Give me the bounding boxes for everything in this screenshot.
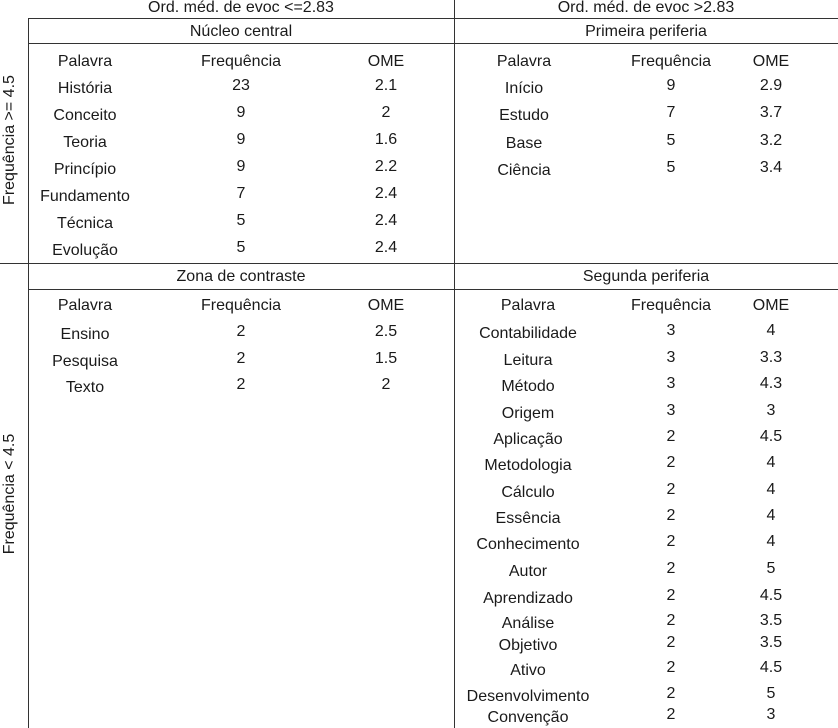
cell-palavra: Análise xyxy=(501,615,555,632)
cell-palavra: Aplicação xyxy=(493,431,563,448)
header-frequencia: Frequência xyxy=(630,297,712,314)
cell-palavra: Leitura xyxy=(503,352,553,369)
cell-palavra: Base xyxy=(505,135,543,152)
cell-ome: 3.5 xyxy=(759,612,783,629)
row-label-bottom: Frequência < 4.5 xyxy=(1,433,18,555)
header-ome: OME xyxy=(367,297,405,314)
cell-ome: 2 xyxy=(381,104,391,121)
cell-palavra: Evolução xyxy=(52,242,118,259)
cell-palavra: Início xyxy=(504,80,544,97)
cell-ome: 4 xyxy=(766,507,776,524)
cell-palavra: Contabilidade xyxy=(479,325,577,342)
cell-frequencia: 3 xyxy=(666,349,676,366)
cell-palavra: Estudo xyxy=(499,107,549,124)
quadrant-title-zona-contraste: Zona de contraste xyxy=(176,268,306,285)
cell-frequencia: 9 xyxy=(666,77,676,94)
cell-frequencia: 2 xyxy=(666,481,676,498)
cell-frequencia: 2 xyxy=(666,612,676,629)
cell-palavra: Objetivo xyxy=(498,637,558,654)
cell-frequencia: 2 xyxy=(666,706,676,723)
cell-palavra: Fundamento xyxy=(40,188,130,205)
cell-palavra: Pesquisa xyxy=(52,353,118,370)
column-divider xyxy=(454,0,455,728)
cell-frequencia: 2 xyxy=(666,685,676,702)
cell-ome: 4.3 xyxy=(759,375,783,392)
cell-frequencia: 3 xyxy=(666,402,676,419)
cell-palavra: Cálculo xyxy=(501,484,555,501)
header-frequencia: Frequência xyxy=(200,297,282,314)
cell-palavra: Origem xyxy=(501,405,555,422)
cell-ome: 4 xyxy=(766,533,776,550)
cell-palavra: Autor xyxy=(508,563,548,580)
cell-ome: 2.2 xyxy=(374,158,398,175)
cell-frequencia: 2 xyxy=(666,454,676,471)
cell-ome: 2.4 xyxy=(374,212,398,229)
cell-ome: 3 xyxy=(766,402,776,419)
cell-palavra: Teoria xyxy=(63,134,107,151)
cell-frequencia: 2 xyxy=(666,533,676,550)
cell-palavra: Ciência xyxy=(497,162,551,179)
cell-palavra: Metodologia xyxy=(484,457,572,474)
row-label-divider xyxy=(28,18,29,728)
cell-frequencia: 9 xyxy=(236,158,246,175)
header-ome: OME xyxy=(367,53,405,70)
quadrant-title-segunda-periferia: Segunda periferia xyxy=(582,268,710,285)
cell-frequencia: 2 xyxy=(666,587,676,604)
cell-frequencia: 7 xyxy=(236,185,246,202)
cell-ome: 2.4 xyxy=(374,239,398,256)
cell-palavra: Desenvolvimento xyxy=(466,688,590,705)
cell-palavra: Essência xyxy=(495,510,561,527)
cell-frequencia: 2 xyxy=(236,323,246,340)
cell-palavra: Ensino xyxy=(60,326,110,343)
cell-frequencia: 3 xyxy=(666,375,676,392)
cell-palavra: Ativo xyxy=(510,662,546,679)
left-column-header: Ord. méd. de evoc <=2.83 xyxy=(148,0,334,16)
header-frequencia: Frequência xyxy=(200,53,282,70)
header-frequencia: Frequência xyxy=(630,53,712,70)
cell-ome: 4 xyxy=(766,454,776,471)
cell-frequencia: 2 xyxy=(666,634,676,651)
cell-ome: 4.5 xyxy=(759,587,783,604)
cell-ome: 2.9 xyxy=(759,77,783,94)
cell-ome: 4 xyxy=(766,322,776,339)
header-palavra: Palavra xyxy=(57,53,113,70)
cell-ome: 3.2 xyxy=(759,132,783,149)
cell-palavra: Conceito xyxy=(53,107,117,124)
row-label-top: Frequência >= 4.5 xyxy=(1,75,18,205)
cell-frequencia: 23 xyxy=(232,77,250,94)
cell-palavra: História xyxy=(57,80,113,97)
title-rule-bottom xyxy=(28,289,838,290)
header-palavra: Palavra xyxy=(496,53,552,70)
cell-ome: 4.5 xyxy=(759,428,783,445)
cell-frequencia: 2 xyxy=(666,507,676,524)
quadrant-title-nucleo-central: Núcleo central xyxy=(189,23,293,40)
cell-frequencia: 2 xyxy=(666,428,676,445)
cell-palavra: Conhecimento xyxy=(476,536,580,553)
cell-ome: 1.6 xyxy=(374,131,398,148)
quadrant-title-primeira-periferia: Primeira periferia xyxy=(585,23,707,40)
header-ome: OME xyxy=(752,297,790,314)
cell-ome: 3.3 xyxy=(759,349,783,366)
cell-frequencia: 2 xyxy=(666,659,676,676)
cell-ome: 3 xyxy=(766,706,776,723)
cell-ome: 4.5 xyxy=(759,659,783,676)
cell-frequencia: 9 xyxy=(236,104,246,121)
cell-ome: 2.1 xyxy=(374,77,398,94)
cell-ome: 3.4 xyxy=(759,159,783,176)
cell-frequencia: 5 xyxy=(666,159,676,176)
cell-frequencia: 3 xyxy=(666,322,676,339)
header-ome: OME xyxy=(752,53,790,70)
cell-ome: 3.5 xyxy=(759,634,783,651)
right-column-header: Ord. méd. de evoc >2.83 xyxy=(557,0,735,16)
cell-palavra: Técnica xyxy=(56,215,114,232)
cell-ome: 2.5 xyxy=(374,323,398,340)
cell-frequencia: 7 xyxy=(666,104,676,121)
cell-palavra: Princípio xyxy=(53,161,117,178)
cell-frequencia: 5 xyxy=(236,239,246,256)
cell-frequencia: 2 xyxy=(236,350,246,367)
cell-ome: 5 xyxy=(766,560,776,577)
cell-frequencia: 2 xyxy=(236,376,246,393)
header-palavra: Palavra xyxy=(57,297,113,314)
cell-ome: 1.5 xyxy=(374,350,398,367)
cell-frequencia: 5 xyxy=(666,132,676,149)
cell-frequencia: 2 xyxy=(666,560,676,577)
cell-ome: 4 xyxy=(766,481,776,498)
cell-palavra: Convenção xyxy=(487,709,569,726)
cell-frequencia: 9 xyxy=(236,131,246,148)
cell-ome: 2.4 xyxy=(374,185,398,202)
cell-ome: 5 xyxy=(766,685,776,702)
cell-palavra: Método xyxy=(501,378,555,395)
cell-ome: 3.7 xyxy=(759,104,783,121)
title-rule-top xyxy=(28,43,838,44)
header-palavra: Palavra xyxy=(500,297,556,314)
top-rule xyxy=(28,18,838,19)
cell-ome: 2 xyxy=(381,376,391,393)
cell-palavra: Texto xyxy=(65,379,105,396)
cell-frequencia: 5 xyxy=(236,212,246,229)
cell-palavra: Aprendizado xyxy=(483,590,573,607)
quadrant-divider xyxy=(0,263,838,264)
